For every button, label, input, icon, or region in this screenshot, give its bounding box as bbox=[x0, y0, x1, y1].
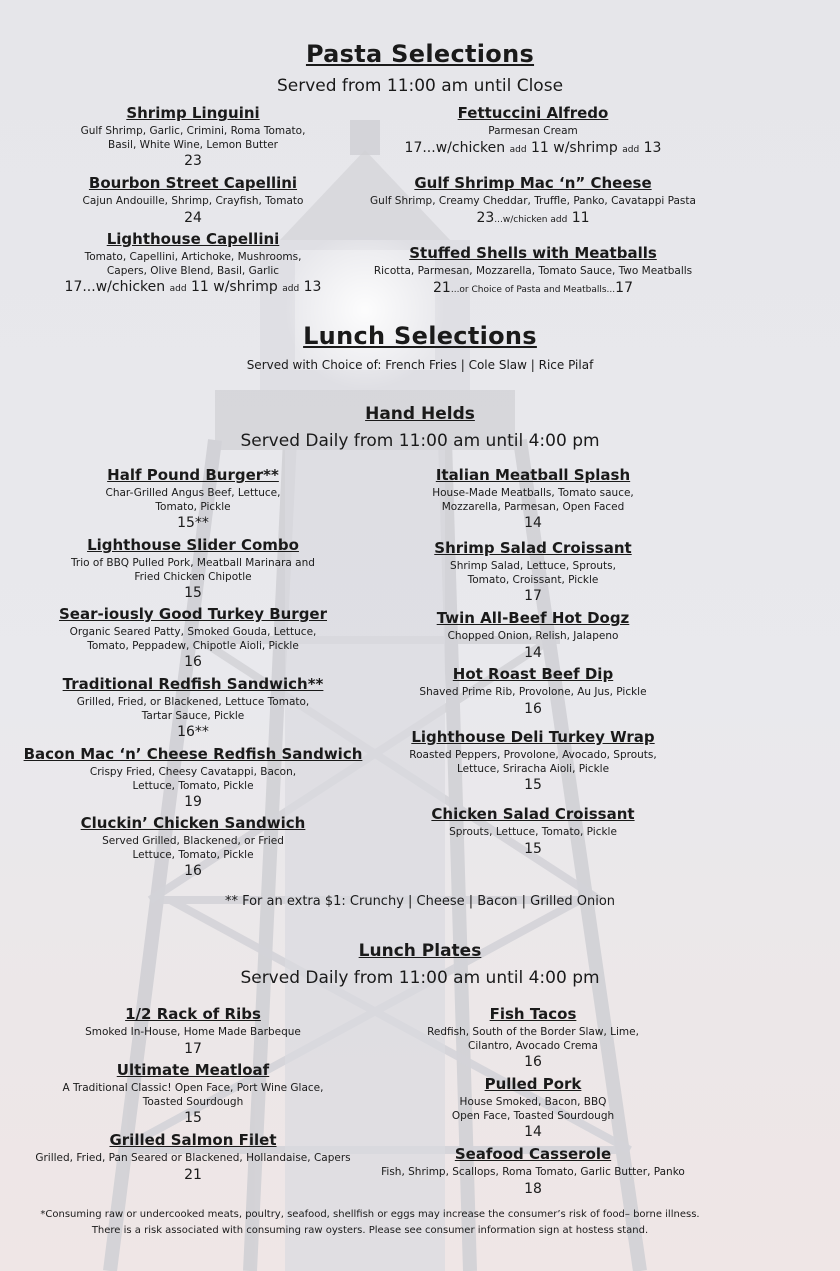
item-name: Gulf Shrimp Mac ‘n” Cheese bbox=[414, 174, 652, 192]
item-name: Half Pound Burger** bbox=[107, 466, 279, 484]
item-price: 14 bbox=[524, 644, 542, 661]
menu-item bbox=[343, 1074, 723, 1141]
item-description: Shrimp Salad, Lettuce, Sprouts, Tomato, Croissant, Pickle bbox=[450, 560, 616, 586]
item-description: Tomato, Capellini, Artichoke, Mushrooms, Capers, Olive Blend, Basil, Garlic bbox=[84, 251, 302, 277]
pasta-section-title: Pasta Selections bbox=[305, 40, 535, 68]
item-name: Chicken Salad Croissant bbox=[431, 805, 635, 823]
menu-item bbox=[3, 604, 383, 671]
menu-item bbox=[3, 1004, 383, 1058]
lunch-section-title: Lunch Selections bbox=[303, 322, 537, 350]
item-price: 17 bbox=[524, 588, 542, 604]
item-price: 16 bbox=[524, 700, 542, 717]
menu-item bbox=[3, 674, 383, 741]
menu-item bbox=[343, 664, 723, 718]
item-name: Fettuccini Alfredo bbox=[457, 104, 609, 122]
item-name: Lighthouse Slider Combo bbox=[87, 536, 299, 554]
menu-item bbox=[343, 727, 723, 794]
item-description: Grilled, Fried, or Blackened, Lettuce Tomato, Tartar Sauce, Pickle bbox=[76, 696, 310, 722]
consumer-advisory bbox=[0, 1207, 740, 1239]
item-name: Hot Roast Beef Dip bbox=[452, 665, 614, 683]
lunch-plates-title: Lunch Plates bbox=[358, 941, 482, 961]
handhelds-title: Hand Helds bbox=[365, 404, 475, 424]
item-description: House Smoked, Bacon, BBQ Open Face, Toasted Sourdough bbox=[451, 1096, 615, 1122]
advisory-line-1: *Consuming raw or undercooked meats, poultry, seafood, shellfish or eggs may increase the consumer’s risk of food– borne illness. bbox=[40, 1209, 700, 1220]
menu-item bbox=[343, 173, 723, 229]
menu-item bbox=[343, 608, 723, 662]
item-price: 21...or Choice of Pasta and Meatballs...17 bbox=[433, 279, 633, 296]
item-price: 14 bbox=[524, 515, 542, 531]
item-name: Grilled Salmon Filet bbox=[109, 1131, 277, 1149]
item-price: 15 bbox=[524, 840, 542, 857]
item-name: Fish Tacos bbox=[489, 1005, 577, 1023]
item-name: Shrimp Salad Croissant bbox=[434, 539, 632, 557]
item-price: 17...w/chicken add 11 w/shrimp add 13 bbox=[64, 279, 322, 295]
item-description: Redfish, South of the Border Slaw, Lime, Cilantro, Avocado Crema bbox=[427, 1026, 639, 1052]
item-price: 15 bbox=[184, 585, 202, 601]
item-price: 16 bbox=[184, 863, 202, 879]
item-description: Gulf Shrimp, Garlic, Crimini, Roma Tomato, Basil, White Wine, Lemon Butter bbox=[80, 125, 306, 151]
item-name: Ultimate Meatloaf bbox=[116, 1061, 270, 1079]
item-price: 15 bbox=[184, 1110, 202, 1126]
item-price: 17 bbox=[184, 1040, 202, 1057]
item-name: Stuffed Shells with Meatballs bbox=[409, 244, 657, 262]
menu-item bbox=[3, 465, 383, 532]
item-description: Chopped Onion, Relish, Jalapeno bbox=[447, 630, 619, 642]
item-price: 23 bbox=[184, 153, 202, 169]
item-price: 16 bbox=[184, 654, 202, 670]
item-name: Twin All-Beef Hot Dogz bbox=[436, 609, 630, 627]
item-price: 23...w/chicken add 11 bbox=[476, 209, 590, 226]
menu-item bbox=[3, 1130, 383, 1184]
item-description: Ricotta, Parmesan, Mozzarella, Tomato Sauce, Two Meatballs bbox=[373, 265, 693, 277]
menu-item bbox=[343, 103, 723, 159]
menu-item bbox=[3, 813, 383, 880]
item-description: A Traditional Classic! Open Face, Port Wine Glace, Toasted Sourdough bbox=[62, 1082, 324, 1108]
item-name: Lighthouse Deli Turkey Wrap bbox=[411, 728, 655, 746]
item-name: Sear-iously Good Turkey Burger bbox=[58, 605, 328, 623]
menu-item bbox=[3, 173, 383, 227]
item-name: Bourbon Street Capellini bbox=[88, 174, 298, 192]
item-price: 19 bbox=[184, 794, 202, 810]
item-name: Seafood Casserole bbox=[454, 1145, 612, 1163]
item-price: 15 bbox=[524, 777, 542, 793]
pasta-served-hours: Served from 11:00 am until Close bbox=[276, 76, 564, 96]
item-name: Traditional Redfish Sandwich** bbox=[62, 675, 324, 693]
item-description: Organic Seared Patty, Smoked Gouda, Lettuce, Tomato, Peppadew, Chipotle Aioli, Pickle bbox=[69, 626, 317, 652]
item-description: Gulf Shrimp, Creamy Cheddar, Truffle, Panko, Cavatappi Pasta bbox=[370, 195, 696, 207]
item-price: 18 bbox=[524, 1180, 542, 1197]
item-description: Trio of BBQ Pulled Pork, Meatball Marinara and Fried Chicken Chipotle bbox=[71, 557, 315, 583]
item-price: 17...w/chicken add 11 w/shrimp add 13 bbox=[404, 139, 662, 156]
menu-item bbox=[3, 535, 383, 602]
handhelds-served-hours: Served Daily from 11:00 am until 4:00 pm bbox=[240, 431, 600, 451]
item-price: 21 bbox=[184, 1166, 202, 1183]
item-description: Sprouts, Lettuce, Tomato, Pickle bbox=[449, 826, 617, 838]
item-price: 16 bbox=[524, 1054, 542, 1070]
menu-item bbox=[3, 229, 383, 298]
item-name: 1/2 Rack of Ribs bbox=[125, 1005, 261, 1023]
item-description: House-Made Meatballs, Tomato sauce, Mozzarella, Parmesan, Open Faced bbox=[432, 487, 634, 513]
item-description: Served Grilled, Blackened, or Fried Lettuce, Tomato, Pickle bbox=[102, 835, 284, 861]
item-name: Cluckin’ Chicken Sandwich bbox=[80, 814, 306, 832]
item-description: Grilled, Fried, Pan Seared or Blackened, Hollandaise, Capers bbox=[35, 1152, 351, 1164]
lunch-served-with: Served with Choice of: French Fries | Cole Slaw | Rice Pilaf bbox=[246, 358, 594, 372]
item-description: Cajun Andouille, Shrimp, Crayfish, Tomato bbox=[82, 195, 304, 207]
item-price: 24 bbox=[184, 209, 202, 226]
menu-item bbox=[343, 465, 723, 532]
advisory-line-2: There is a risk associated with consuming raw oysters. Please see consumer information sign at hostess stand. bbox=[91, 1225, 649, 1236]
menu-item bbox=[3, 744, 383, 811]
menu-item bbox=[343, 538, 723, 605]
item-price: 15** bbox=[177, 515, 209, 531]
item-price: 14 bbox=[524, 1124, 542, 1140]
menu-item bbox=[343, 243, 723, 299]
item-description: Char-Grilled Angus Beef, Lettuce, Tomato, Pickle bbox=[105, 487, 281, 513]
item-description: Crispy Fried, Cheesy Cavatappi, Bacon, Lettuce, Tomato, Pickle bbox=[89, 766, 297, 792]
item-description: Roasted Peppers, Provolone, Avocado, Sprouts, Lettuce, Sriracha Aioli, Pickle bbox=[409, 749, 657, 775]
menu-item bbox=[3, 103, 383, 170]
menu-item bbox=[343, 1004, 723, 1071]
menu-item bbox=[343, 1144, 723, 1198]
item-price: 16** bbox=[177, 724, 209, 740]
item-name: Pulled Pork bbox=[484, 1075, 582, 1093]
handhelds-extra-note: ** For an extra $1: Crunchy | Cheese | Bacon | Grilled Onion bbox=[224, 894, 616, 909]
lunch-plates-served-hours: Served Daily from 11:00 am until 4:00 pm bbox=[240, 968, 600, 988]
item-name: Italian Meatball Splash bbox=[435, 466, 631, 484]
item-description: Smoked In-House, Home Made Barbeque bbox=[85, 1026, 301, 1038]
item-description: Fish, Shrimp, Scallops, Roma Tomato, Garlic Butter, Panko bbox=[381, 1166, 685, 1178]
menu-item bbox=[3, 1060, 383, 1127]
item-description: Parmesan Cream bbox=[488, 125, 578, 137]
item-description: Shaved Prime Rib, Provolone, Au Jus, Pickle bbox=[419, 686, 647, 698]
item-name: Shrimp Linguini bbox=[126, 104, 260, 122]
menu-item bbox=[343, 804, 723, 858]
item-name: Bacon Mac ‘n’ Cheese Redfish Sandwich bbox=[23, 745, 363, 763]
item-name: Lighthouse Capellini bbox=[106, 230, 280, 248]
